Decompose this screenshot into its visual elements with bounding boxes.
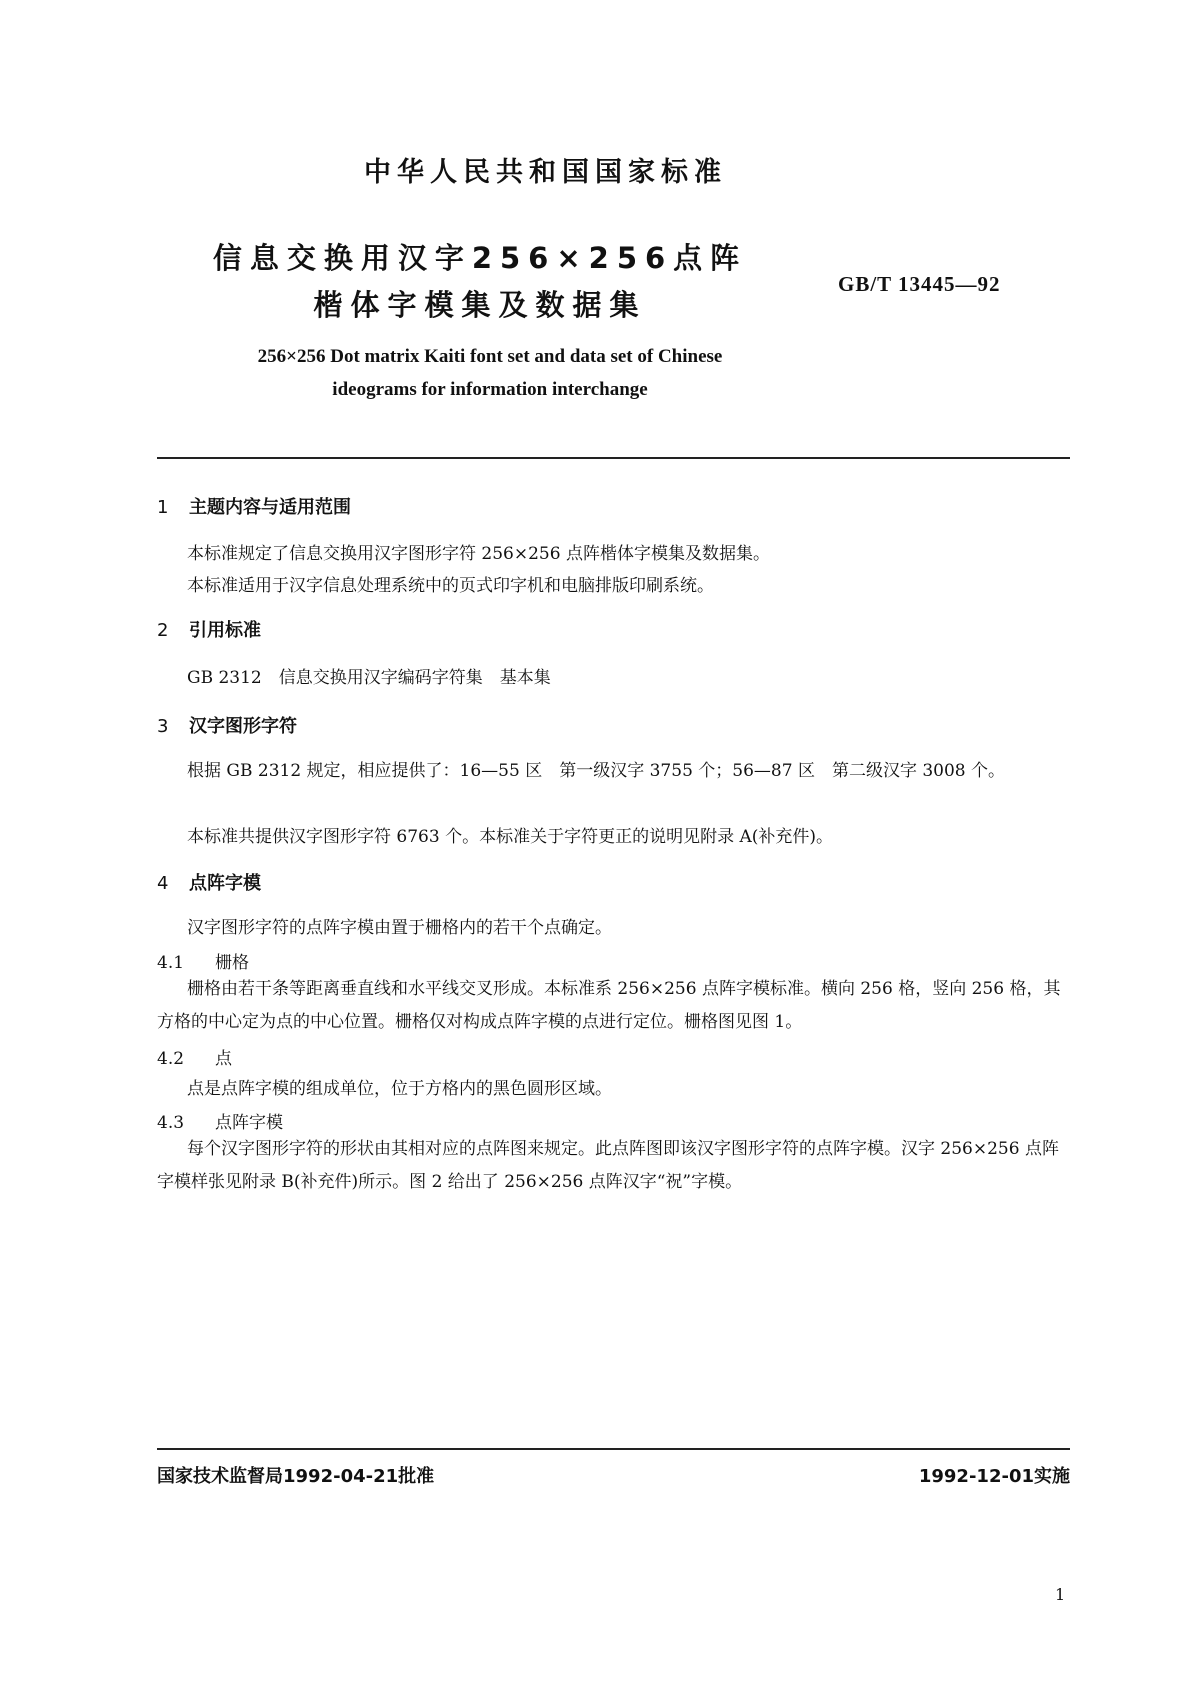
title-en-line2: ideograms for information interchange <box>332 379 648 400</box>
section-2-heading <box>157 616 261 642</box>
section-2-title: 引用标准 <box>189 620 261 641</box>
subsection-4-1-number: 4.1 <box>157 953 185 973</box>
section-4-number: 4 <box>157 873 169 894</box>
approval-date: 国家技术监督局1992-04-21批准 <box>157 1466 435 1487</box>
section-1-title: 主题内容与适用范围 <box>189 497 351 518</box>
section-1-heading <box>157 493 351 519</box>
section-4-title: 点阵字模 <box>189 873 261 894</box>
subsection-4-1-heading <box>157 948 249 973</box>
standard-org-heading: 中华人民共和国国家标准 <box>364 157 727 188</box>
subsection-4-3-heading <box>157 1108 283 1133</box>
footer-divider <box>157 1448 1070 1450</box>
title-zh-line2: 楷体字模集及数据集 <box>313 288 647 322</box>
section-3-number: 3 <box>157 716 169 737</box>
section-4-heading <box>157 869 261 895</box>
section-2-para-1: GB 2312 信息交换用汉字编码字符集 基本集 <box>187 668 551 688</box>
subsection-4-2-heading <box>157 1044 232 1069</box>
subsection-4-3-title: 点阵字模 <box>215 1113 283 1133</box>
subsection-4-2-para: 点是点阵字模的组成单位，位于方格内的黑色圆形区域。 <box>187 1079 612 1099</box>
section-3-para-1: 根据 GB 2312 规定，相应提供了：16—55 区 第一级汉字 3755 个；56—87 区 第二级汉字 3008 个。 <box>187 761 1006 781</box>
section-4-para-1: 汉字图形字符的点阵字模由置于栅格内的若干个点确定。 <box>187 918 612 938</box>
subsection-4-3-number: 4.3 <box>157 1113 185 1133</box>
subsection-4-2-title: 点 <box>215 1049 232 1069</box>
section-1-para-2: 本标准适用于汉字信息处理系统中的页式印字机和电脑排版印刷系统。 <box>187 576 714 596</box>
title-en-line1: 256×256 Dot matrix Kaiti font set and data set of Chinese <box>257 346 723 367</box>
top-divider <box>157 457 1070 459</box>
subsection-4-3-para: 每个汉字图形字符的形状由其相对应的点阵图来规定。此点阵图即该汉字图形字符的点阵字模。汉字 256×256 点阵字模样张见附录 B(补充件)所示。图 2 给出了 256×256 点阵汉字“祝”字模。 <box>157 1139 1059 1192</box>
subsection-4-1-title: 栅格 <box>215 953 249 973</box>
title-zh-line1: 信息交换用汉字256×256点阵 <box>212 241 748 275</box>
effective-date: 1992-12-01实施 <box>918 1466 1070 1487</box>
standard-code: GB/T 13445—92 <box>838 272 1001 296</box>
section-3-heading <box>157 712 297 738</box>
page-number: 1 <box>1055 1585 1066 1604</box>
subsection-4-1-para: 栅格由若干条等距离垂直线和水平线交叉形成。本标准系 256×256 点阵字模标准。横向 256 格，竖向 256 格，其方格的中心定为点的中心位置。栅格仅对构成点阵字模的点进行定位。栅格图见图 1。 <box>157 979 1061 1032</box>
section-1-para-1: 本标准规定了信息交换用汉字图形字符 256×256 点阵楷体字模集及数据集。 <box>187 544 770 564</box>
section-2-number: 2 <box>157 620 169 641</box>
section-3-para-2: 本标准共提供汉字图形字符 6763 个。本标准关于字符更正的说明见附录 A(补充件)。 <box>187 827 834 847</box>
section-3-title: 汉字图形字符 <box>189 716 297 737</box>
section-1-number: 1 <box>157 497 169 518</box>
subsection-4-2-number: 4.2 <box>157 1049 185 1069</box>
